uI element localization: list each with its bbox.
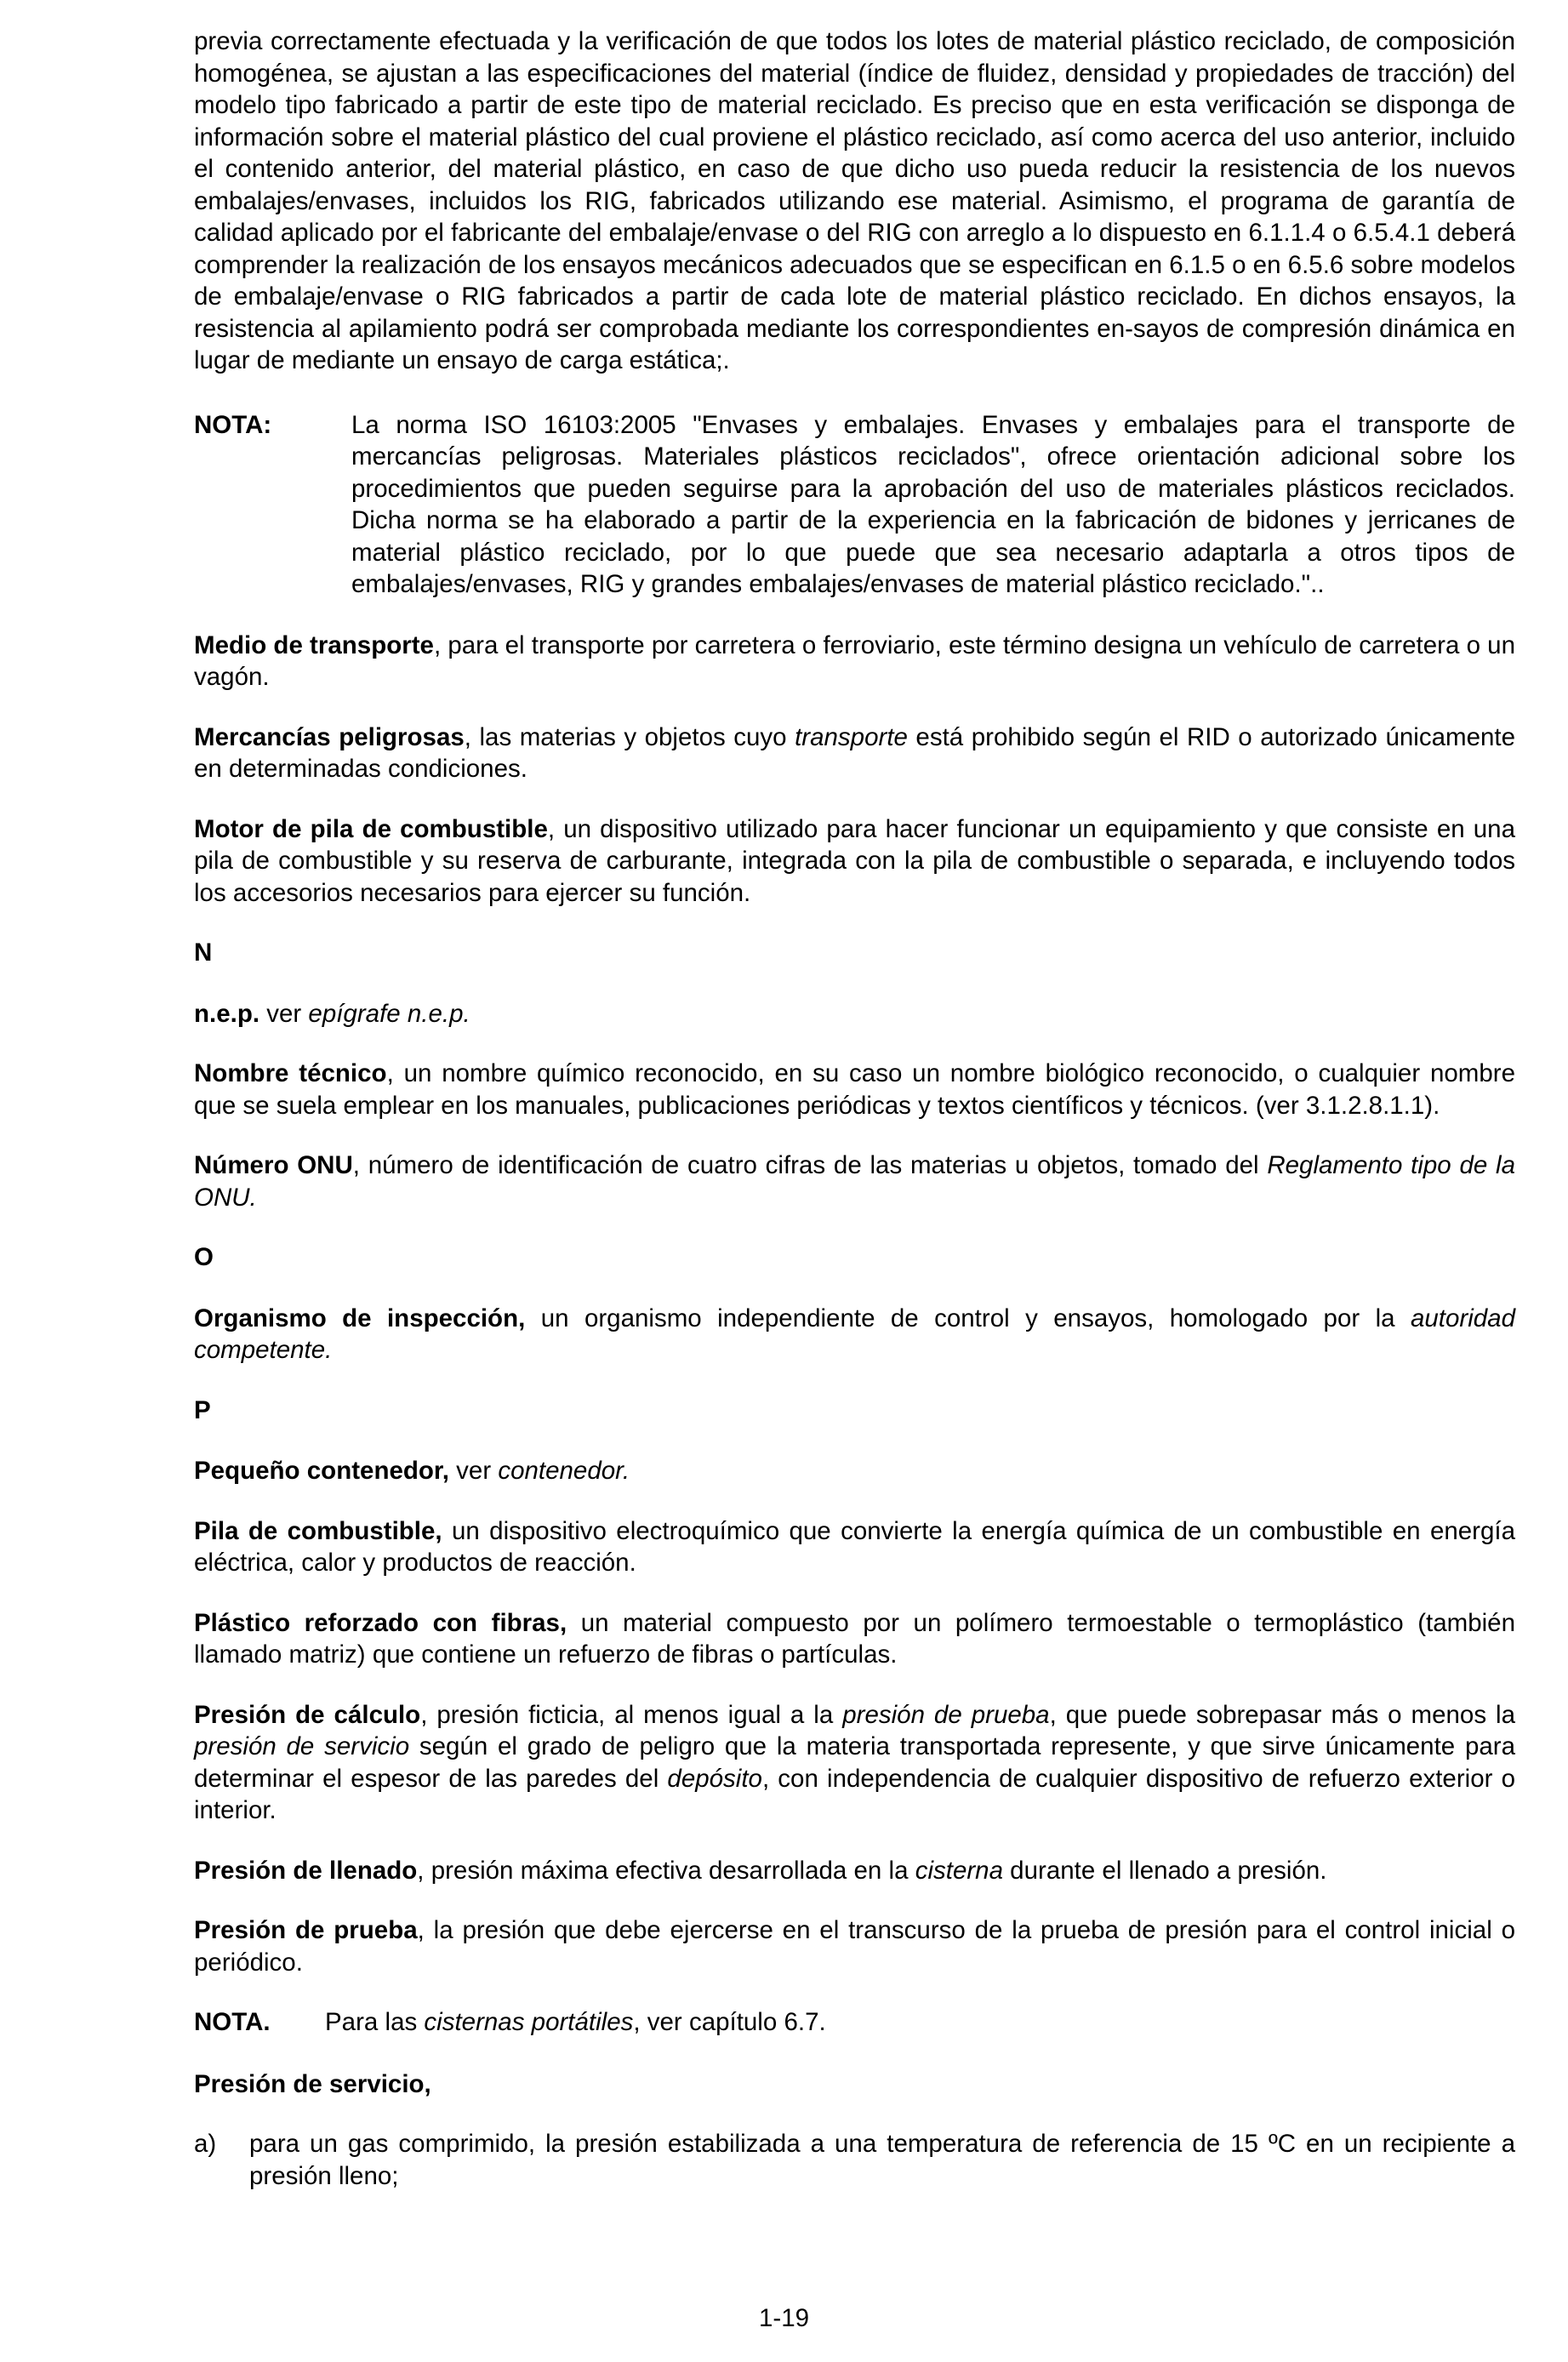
list-marker: a) (194, 2130, 217, 2158)
term: n.e.p. (194, 999, 260, 1028)
nota-block (194, 409, 1515, 601)
page-number: 1-19 (758, 2304, 810, 2332)
definition-pequeno-contenedor: Pequeño contenedor, ver contenedor. (194, 1457, 630, 1485)
definition-nombre-tecnico: Nombre técnico, un nombre químico reconocido, en su caso un nombre biológico reconocido, o cualquier nombre que se suela emplear en los manuales, publicaciones periódicas y textos científicos y técnicos. (ver 3.1.2.8.1.1). (194, 1059, 1515, 1120)
term: Nombre técnico (194, 1059, 387, 1087)
list-text: para un gas comprimido, la presión estabilizada a una temperatura de referencia de 15 ºC en un recipiente a presión lleno; (249, 2130, 1515, 2190)
term: Mercancías peligrosas (194, 722, 465, 751)
definition-nep: n.e.p. ver epígrafe n.e.p. (194, 999, 470, 1028)
definition-presion-de-calculo: Presión de cálculo, presión ficticia, al menos igual a la presión de prueba, que puede sobrepasar más o menos la presión de servicio según el grado de peligro que la materia transportada represente, y que sirve únicamente para determinar el espesor de las paredes del depósito, con independencia de cualquier dispositivo de refuerzo exterior o interior. (194, 1700, 1515, 1824)
definition-organismo-de-inspeccion: Organismo de inspección, un organismo independiente de control y ensayos, homologado por la autoridad competente. (194, 1304, 1515, 1364)
nota-cisternas (194, 2006, 1515, 2039)
term: Presión de prueba (194, 1916, 418, 1944)
definition-pila-de-combustible: Pila de combustible, un dispositivo electroquímico que convierte la energía química de un combustible en energía eléctrica, calor y productos de reacción. (194, 1516, 1516, 1577)
section-letter-p: P (194, 1395, 211, 1424)
term: Motor de pila de combustible (194, 814, 548, 843)
list-item-a (194, 2128, 1515, 2192)
definition-mercancias-peligrosas: Mercancías peligrosas, las materias y objetos cuyo transporte está prohibido según el RID o autorizado únicamente en determinadas condiciones. (194, 722, 1515, 783)
definition-numero-onu: Número ONU, número de identificación de cuatro cifras de las materias u objetos, tomado del Reglamento tipo de la ONU. (194, 1151, 1515, 1212)
section-letter-n: N (194, 939, 213, 967)
nota-text: La norma ISO 16103:2005 "Envases y embalajes. Envases y embalajes para el transporte de mercancías peligrosas. Materiales plásticos reciclados", ofrece orientación adicional sobre los procedimientos que pueden seguirse para la aprobación del uso de materiales plásticos reciclados. Dicha norma se ha elaborado a partir de la experiencia en la fabricación de bidones y jerricanes de material plástico reciclado, por lo que puede que sea necesario adaptarla a otros tipos de embalajes/envases, RIG y grandes embalajes/envases de material plástico reciclado.".. (351, 410, 1515, 598)
definition-presion-de-llenado: Presión de llenado, presión máxima efectiva desarrollada en la cisterna durante el llenado a presión. (194, 1856, 1327, 1885)
term: Pequeño contenedor, (194, 1457, 449, 1485)
definition-presion-de-servicio (194, 2068, 1515, 2101)
nota-label: NOTA: (194, 410, 272, 439)
term: Presión de servicio, (194, 2069, 431, 2098)
section-letter-o: O (194, 1243, 214, 1271)
nota-label: NOTA. (194, 2008, 271, 2036)
definition-presion-de-prueba: Presión de prueba, la presión que debe ejercerse en el transcurso de la prueba de presión para el control inicial o periódico. (194, 1916, 1515, 1977)
term: Pila de combustible, (194, 1516, 442, 1545)
definition-medio-de-transporte: Medio de transporte, para el transporte por carretera o ferroviario, este término designa un vehículo de carretera o un vagón. (194, 630, 1515, 691)
definition-plastico-reforzado: Plástico reforzado con fibras, un material compuesto por un polímero termoestable o termoplástico (también llamado matriz) que contiene un refuerzo de fibras o partículas. (194, 1608, 1515, 1669)
definition-motor-de-pila: Motor de pila de combustible, un dispositivo utilizado para hacer funcionar un equipamiento y que consiste en una pila de combustible y su reserva de carburante, integrada con la pila de combustible o separada, e incluyendo todos los accesorios necesarios para ejercer su función. (194, 814, 1515, 907)
intro-paragraph: previa correctamente efectuada y la verificación de que todos los lotes de material plástico reciclado, de composición homogénea, se ajustan a las especificaciones del material (índice de fluidez, densidad y propiedades de tracción) del modelo tipo fabricado a partir de este tipo de material reciclado. Es preciso que en esta verificación se disponga de información sobre el material plástico del cual proviene el plástico reciclado, así como acerca del uso anterior, incluido el contenido anterior, del material plástico, en caso de que dicho uso pueda reducir la resistencia de los nuevos embalajes/envases, incluidos los RIG, fabricados utilizando ese material. Asimismo, el programa de garantía de calidad aplicado por el fabricante del embalaje/envase o del RIG con arreglo a lo dispuesto en 6.1.1.4 o 6.5.4.1 deberá comprender la realización de los ensayos mecánicos adecuados que se especifican en 6.1.5 o en 6.5.6 sobre modelos de embalaje/envase o RIG fabricados a partir de cada lote de material plástico reciclado. En dichos ensayos, la resistencia al apilamiento podrá ser comprobada mediante los correspondientes en-sayos de compresión dinámica en lugar de mediante un ensayo de carga estática;. (194, 27, 1515, 374)
term: Medio de transporte (194, 630, 434, 659)
term: Plástico reforzado con fibras, (194, 1608, 567, 1637)
term: Presión de cálculo (194, 1700, 421, 1729)
term: Presión de llenado (194, 1856, 418, 1885)
nota-text: Para las cisternas portátiles, ver capítulo 6.7. (325, 2008, 826, 2036)
term: Organismo de inspección, (194, 1304, 526, 1332)
document-page (194, 26, 1515, 2192)
term: Número ONU (194, 1151, 353, 1179)
